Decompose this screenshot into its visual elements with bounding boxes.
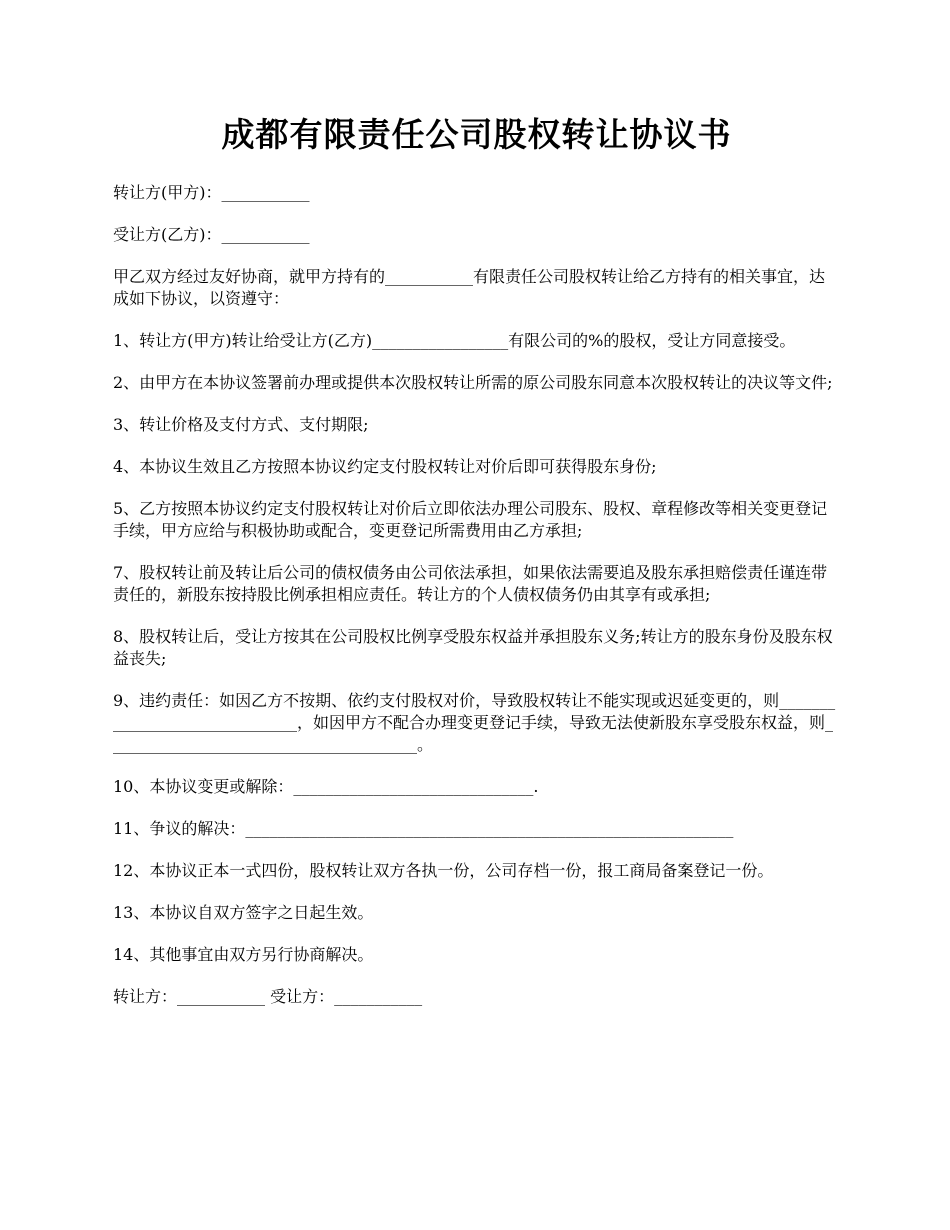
clause-10: 10、本协议变更或解除：______________________________. [113, 777, 539, 796]
clause-5: 5、乙方按照本协议约定支付股权转让对价后立即依法办理公司股东、股权、章程修改等相关变更登记手续，甲方应给与积极协助或配合，变更登记所需费用由乙方承担; [113, 499, 828, 540]
clause-1: 1、转让方(甲方)转让给受让方(乙方)_________________有限公司的%的股权，受让方同意接受。 [113, 331, 796, 350]
clause-3: 3、转让价格及支付方式、支付期限; [113, 415, 369, 434]
clause-11: 11、争议的解决：_____________________________________________________________ [113, 819, 734, 838]
paragraph-transferor: 转让方(甲方)：___________ [113, 183, 310, 202]
clause-14: 14、其他事宜由双方另行协商解决。 [113, 945, 374, 964]
signature-line: 转让方：___________ 受让方：___________ [113, 987, 423, 1006]
clause-9: 9、违约责任：如因乙方不按期、依约支付股权对价，导致股权转让不能实现或迟延变更的，则______________________________，如因甲方不配合办理变更登记手续，导致无法使新股东享受股东权益，则_______________________________________。 [113, 691, 836, 754]
clause-4: 4、本协议生效且乙方按照本协议约定支付股权转让对价后即可获得股东身份; [113, 457, 657, 476]
clause-7: 7、股权转让前及转让后公司的债权债务由公司依法承担，如果依法需要追及股东承担赔偿责任谨连带责任的，新股东按持股比例承担相应责任。转让方的个人债权债务仍由其享有或承担; [113, 563, 828, 604]
paragraph-preamble: 甲乙双方经过友好协商，就甲方持有的___________有限责任公司股权转让给乙方持有的相关事宜，达成如下协议，以资遵守： [113, 267, 826, 308]
clause-13: 13、本协议自双方签字之日起生效。 [113, 903, 374, 922]
document-title: 成都有限责任公司股权转让协议书 [221, 115, 732, 154]
paragraph-transferee: 受让方(乙方)：___________ [113, 225, 310, 244]
clause-2: 2、由甲方在本协议签署前办理或提供本次股权转让所需的原公司股东同意本次股权转让的决议等文件; [113, 373, 833, 392]
clause-8: 8、股权转让后，受让方按其在公司股权比例享受股东权益并承担股东义务;转让方的股东身份及股东权益丧失; [113, 627, 833, 668]
clause-12: 12、本协议正本一式四份，股权转让双方各执一份，公司存档一份，报工商局备案登记一份。 [113, 861, 774, 880]
